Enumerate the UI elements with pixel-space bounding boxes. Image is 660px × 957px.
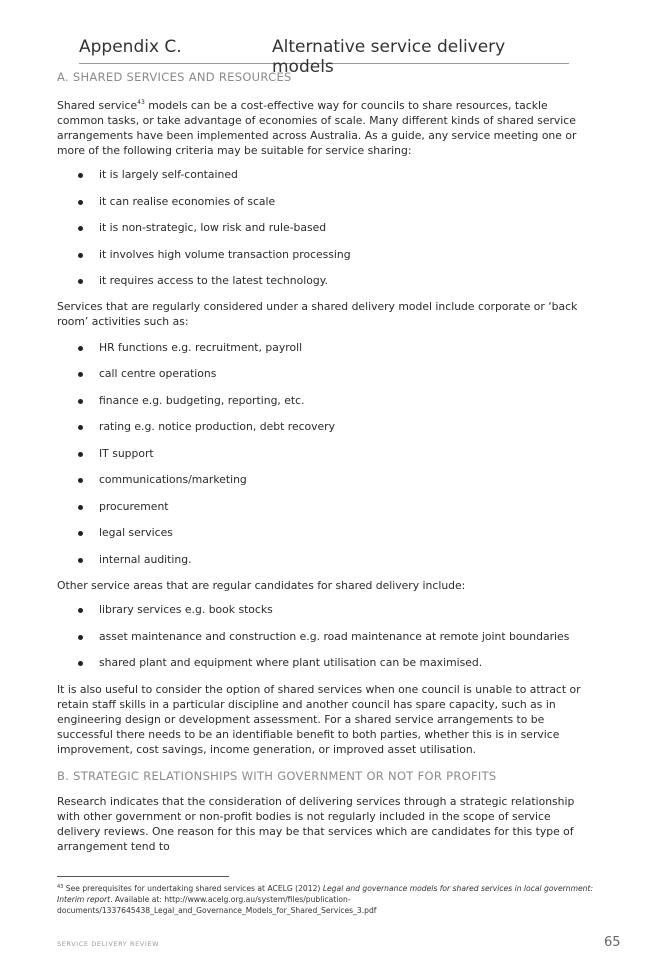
bullet-icon [78, 531, 83, 536]
services-intro: Services that are regularly considered under a shared delivery model include corporate or ‘back room’ activities such as: [57, 300, 578, 328]
service-text: call centre operations [99, 367, 217, 380]
criteria-text: it is largely self-contained [99, 168, 238, 181]
bullet-icon [78, 253, 83, 258]
service-text: rating e.g. notice production, debt recovery [99, 420, 336, 433]
criteria-text: it involves high volume transaction processing [99, 248, 351, 261]
footnote-number: 43 [57, 884, 64, 890]
section-a-heading: A. SHARED SERVICES AND RESOURCES [57, 70, 292, 84]
page-number: 65 [604, 935, 621, 950]
bullet-icon [78, 173, 83, 178]
bullet-icon [78, 279, 83, 284]
bullet-icon [78, 661, 83, 666]
bullet-icon [78, 608, 83, 613]
bullet-icon [78, 635, 83, 640]
criteria-text: it can realise economies of scale [99, 195, 276, 208]
criteria-text: it requires access to the latest technology. [99, 274, 328, 287]
bullet-icon [78, 372, 83, 377]
other-service-text: asset maintenance and construction e.g. road maintenance at remote joint boundaries [99, 630, 570, 643]
section-b-body: Research indicates that the consideration of delivering services through a strategic relationship with other government or non-profit bodies is not regularly included in the scope of service delivery reviews. One reason for this may be that services which are candidates for this type of arrangement tend to [57, 795, 575, 853]
section-b-heading: B. STRATEGIC RELATIONSHIPS WITH GOVERNMENT OR NOT FOR PROFITS [57, 769, 497, 783]
footnote [57, 882, 617, 916]
appendix-title: Alternative service delivery models [272, 37, 506, 77]
service-text: HR functions e.g. recruitment, payroll [99, 341, 303, 354]
bullet-icon [78, 226, 83, 231]
bullet-icon [78, 478, 83, 483]
criteria-text: it is non-strategic, low risk and rule-based [99, 221, 327, 234]
other-service-text: shared plant and equipment where plant utilisation can be maximised. [99, 656, 483, 669]
service-text: finance e.g. budgeting, reporting, etc. [99, 394, 305, 407]
service-text: legal services [99, 526, 173, 539]
service-text: procurement [99, 500, 169, 513]
service-text: IT support [99, 447, 154, 460]
section-a-intro [57, 95, 597, 158]
bullet-icon [78, 346, 83, 351]
footnote-link-text[interactable]: . Available at: http://www.acelg.org.au/system/files/publication-documents/1337645438_Legal_and_Governance_Models_for_Shared_Services_3.pdf [57, 895, 377, 915]
bullet-icon [78, 505, 83, 510]
intro-text-rest: models can be a cost-effective way for councils to share resources, tackle common tasks, or take advantage of economies of scale. Many different kinds of shared service arrangements have been implemented across Australia. As a guide, any service meeting one or more of the following criteria may be suitable for service sharing: [57, 99, 577, 157]
service-text: communications/marketing [99, 473, 247, 486]
footer-label: SERVICE DELIVERY REVIEW [57, 940, 160, 948]
bullet-icon [78, 425, 83, 430]
service-text: internal auditing. [99, 553, 192, 566]
bullet-icon [78, 452, 83, 457]
bullet-icon [78, 200, 83, 205]
section-a-closing: It is also useful to consider the option of shared services when one council is unable to attract or retain staff skills in a particular discipline and another council has spare capacity, such as in engineering design or development assessment. For a shared service arrangements to be successful there needs to be an identifiable benefit to both parties, whether this is in service improvement, cost savings, income generation, or improved asset utilisation. [57, 683, 581, 756]
footnote-text-start: See prerequisites for undertaking shared services at ACELG (2012) [63, 884, 323, 893]
appendix-label: Appendix C. [79, 37, 182, 57]
footnote-reference[interactable]: 43 [137, 99, 145, 106]
footnote-title: Legal and governance models for shared services in local government: Interim report [57, 884, 594, 904]
other-service-text: library services e.g. book stocks [99, 603, 273, 616]
other-services-intro: Other service areas that are regular candidates for shared delivery include: [57, 579, 466, 592]
footnote-divider [57, 876, 229, 877]
bullet-icon [78, 558, 83, 563]
intro-text-start: Shared service [57, 99, 138, 112]
bullet-icon [78, 399, 83, 404]
page-header [79, 37, 569, 77]
